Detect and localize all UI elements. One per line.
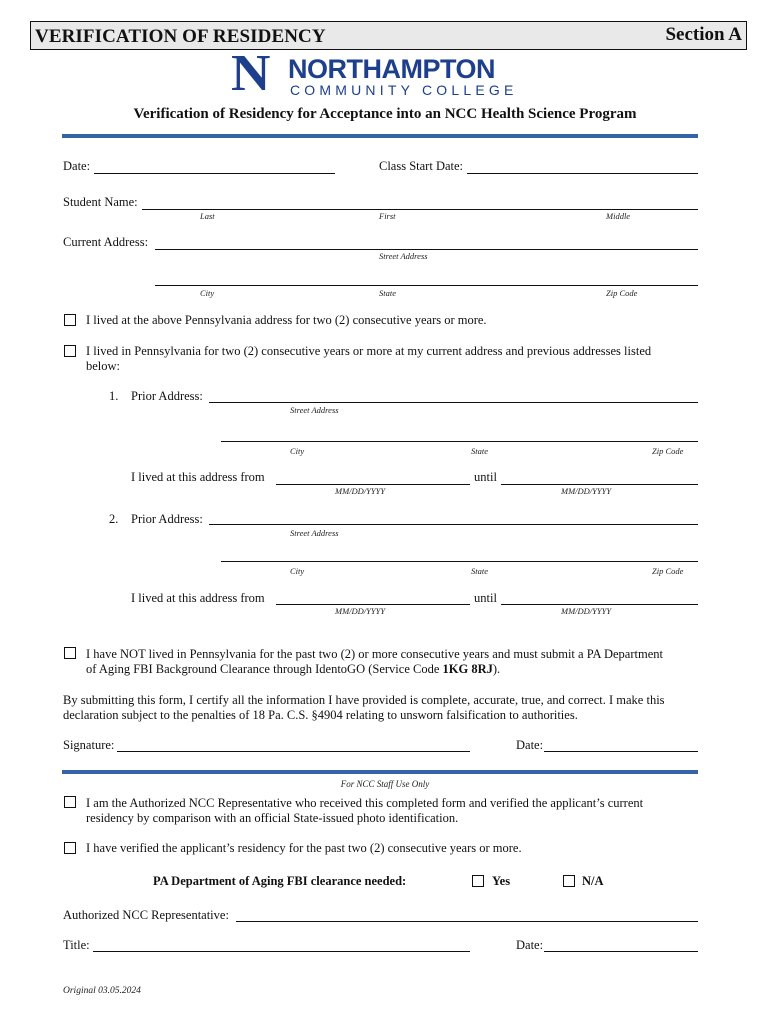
college-logo [231,45,532,102]
prior-2-until-format: MM/DD/YYYY [561,606,612,616]
student-name-field[interactable] [142,209,698,210]
class-start-date-label: Class Start Date: [379,159,464,173]
prior-2-from-format: MM/DD/YYYY [335,606,386,616]
prior-2-street-field[interactable] [209,524,698,525]
option-not-lived-text: of Aging FBI Background Clearance through IdentoGO (Service Code [86,662,443,676]
prior-1-from-label: I lived at this address from [131,470,265,484]
logo-mark: N [231,45,271,102]
checkbox-authorized-rep[interactable] [64,796,76,808]
street-address-caption: Street Address [379,251,428,261]
prior-1-from-format: MM/DD/YYYY [335,486,386,496]
checkbox-lived-above-address[interactable] [64,314,76,326]
class-start-date-field[interactable] [467,173,698,174]
prior-2-zip-caption: Zip Code [652,566,684,576]
prior-1-state-caption: State [471,446,488,456]
checkbox-lived-previous-addresses[interactable] [64,345,76,357]
form-title: VERIFICATION OF RESIDENCY [35,26,326,47]
student-name-label: Student Name: [63,195,138,209]
signature-date-field[interactable] [544,751,698,752]
prior-2-until-field[interactable] [501,604,698,605]
prior-1-label: Prior Address: [131,389,203,403]
checkbox-not-lived-in-pa[interactable] [64,647,76,659]
zip-caption: Zip Code [606,288,638,298]
prior-1-zip-caption: Zip Code [652,446,684,456]
divider-top [62,134,698,138]
form-subtitle: Verification of Residency for Acceptance into an NCC Health Science Program [133,106,637,122]
logo-subname: COMMUNITY COLLEGE [290,82,518,98]
staff-date-label: Date: [516,938,544,952]
signature-field[interactable] [117,751,470,752]
prior-2-from-field[interactable] [276,604,470,605]
prior-2-street-caption: Street Address [290,528,339,538]
title-field[interactable] [93,951,470,952]
first-caption: First [379,211,396,221]
section-label: Section A [665,24,742,45]
logo-name: NORTHAMPTON [288,54,495,84]
current-address-street-field[interactable] [155,249,698,250]
prior-2-state-caption: State [471,566,488,576]
prior-1-until-label: until [474,470,497,484]
staff-only-caption: For NCC Staff Use Only [340,779,430,789]
prior-1-number: 1. [109,389,119,403]
prior-1-street-field[interactable] [209,402,698,403]
staff-date-field[interactable] [544,951,698,952]
middle-caption: Middle [606,211,631,221]
title-label: Title: [63,938,90,952]
signature-date-label: Date: [516,738,544,752]
option-lived-previous-line2: below: [86,359,121,373]
state-caption: State [379,288,396,298]
option-lived-previous-line1: I lived in Pennsylvania for two (2) consecutive years or more at my current address and previous addresses listed [86,344,652,358]
checkbox-fbi-na[interactable] [563,875,575,887]
divider-staff [62,770,698,774]
prior-2-until-label: until [474,591,497,605]
prior-2-city-caption: City [290,566,305,576]
prior-2-number: 2. [109,512,119,526]
checkbox-fbi-yes[interactable] [472,875,484,887]
prior-2-label: Prior Address: [131,512,203,526]
city-caption: City [200,288,215,298]
certification-line2: declaration subject to the penalties of 18 Pa. C.S. §4904 relating to unsworn falsification to authorities. [63,708,578,722]
staff-check2: I have verified the applicant’s residency for the past two (2) consecutive years or more. [86,841,522,855]
staff-check1-line2: residency by comparison with an official State-issued photo identification. [86,811,459,825]
footer-original-date: Original 03.05.2024 [63,986,141,996]
option-not-lived-line1: I have NOT lived in Pennsylvania for the past two (2) or more consecutive years and must submit a PA Department [86,647,663,661]
staff-check1-line1: I am the Authorized NCC Representative who received this completed form and verified the applicant’s current [86,796,644,810]
checkbox-verified-residency[interactable] [64,842,76,854]
option-not-lived-line2 [86,662,500,677]
prior-2-city-field[interactable] [221,561,698,562]
date-label: Date: [63,159,91,173]
prior-1-street-caption: Street Address [290,405,339,415]
prior-2-from-label: I lived at this address from [131,591,265,605]
prior-1-from-field[interactable] [276,484,470,485]
fbi-na-label: N/A [582,874,604,888]
fbi-clearance-label: PA Department of Aging FBI clearance needed: [153,874,407,888]
prior-1-city-field[interactable] [221,441,698,442]
option-lived-above-address: I lived at the above Pennsylvania address for two (2) consecutive years or more. [86,313,487,327]
certification-line1: By submitting this form, I certify all the information I have provided is complete, accurate, true, and correct. I make this [63,693,665,707]
authorized-rep-field[interactable] [236,921,698,922]
current-address-label: Current Address: [63,235,149,249]
prior-1-until-format: MM/DD/YYYY [561,486,612,496]
current-address-city-field[interactable] [155,285,698,286]
signature-label: Signature: [63,738,115,752]
option-not-lived-end: ). [492,662,501,676]
prior-1-until-field[interactable] [501,484,698,485]
service-code: 1KG 8RJ [442,662,493,676]
last-caption: Last [200,211,215,221]
authorized-rep-label: Authorized NCC Representative: [63,908,229,922]
prior-1-city-caption: City [290,446,305,456]
date-field[interactable] [94,173,335,174]
fbi-yes-label: Yes [492,874,511,888]
